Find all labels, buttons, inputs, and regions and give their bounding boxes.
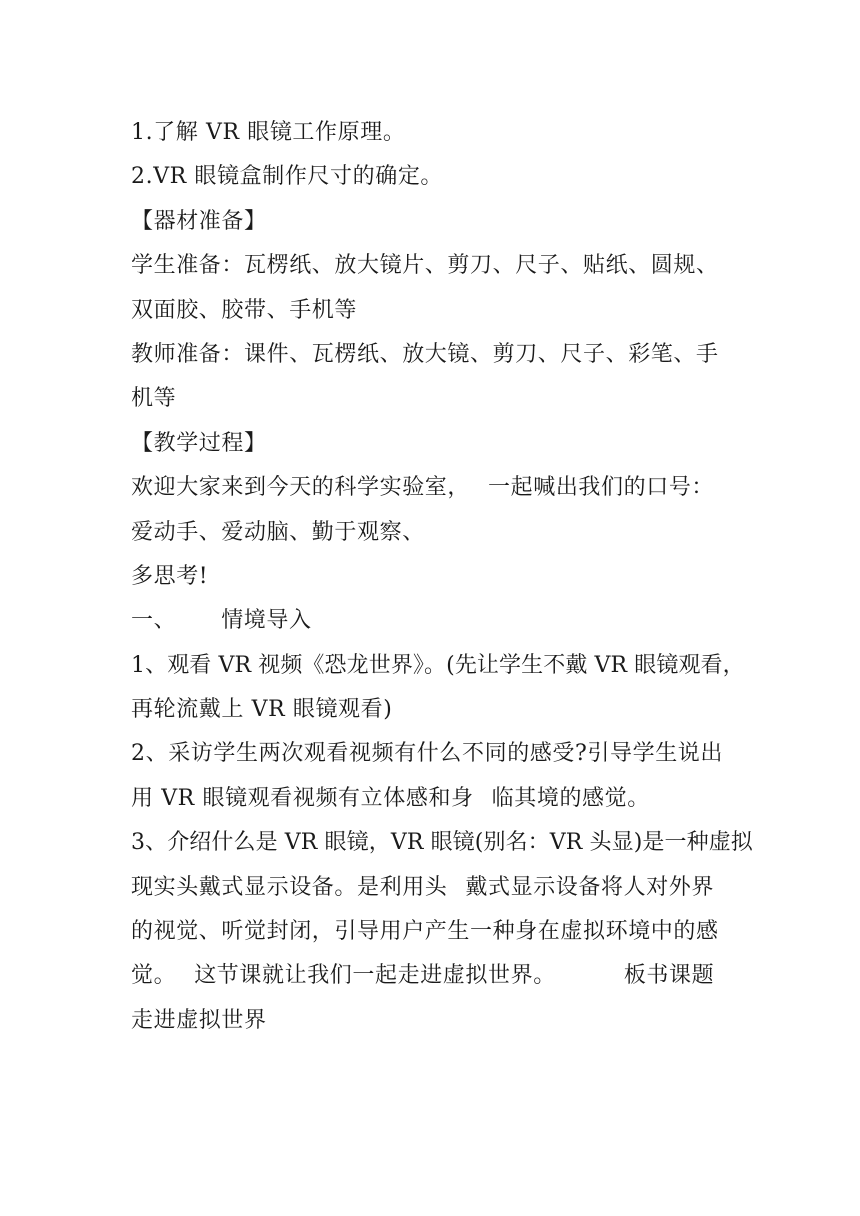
- teacher-materials-line-2: 机等: [131, 386, 177, 412]
- board-title-line: 走进虚拟世界: [131, 1007, 267, 1033]
- goal-line-1: 1.了解 VR 眼镜工作原理。: [131, 120, 406, 145]
- teacher-materials-line-1: 教师准备：课件、瓦楞纸、放大镜、剪刀、尺子、彩笔、手: [131, 341, 719, 367]
- step-3-line-3: 的视觉、听觉封闭，引导用户产生一种身在虚拟环境中的感: [131, 919, 719, 945]
- step-3-text-b: 戴式显示设备将人对外界: [465, 874, 715, 900]
- student-materials-line-1: 学生准备：瓦楞纸、放大镜片、剪刀、尺子、贴纸、圆规、: [131, 253, 719, 279]
- step-2-text-a: 用 VR 眼镜观看视频有立体感和身: [131, 785, 474, 811]
- section-heading-intro: [131, 599, 741, 643]
- section-heading-materials: 【器材准备】: [131, 208, 267, 234]
- step-3-text-c: 觉。: [131, 963, 177, 989]
- step-3-text-d: 这节课就让我们一起走进虚拟世界。: [194, 963, 556, 989]
- step-1-line-2: 再轮流戴上 VR 眼镜观看): [131, 697, 393, 723]
- section-title: 情境导入: [221, 608, 312, 634]
- step-2-line-2: [131, 777, 741, 821]
- welcome-text: 欢迎大家来到今天的科学实验室，: [131, 475, 471, 501]
- step-3-line-1: 3、介绍什么是 VR 眼镜，VR 眼镜(别名：VR 头显)是一种虚拟: [131, 830, 753, 856]
- welcome-line: [131, 466, 741, 510]
- section-number: 一、: [131, 608, 177, 634]
- section-heading-process: 【教学过程】: [131, 430, 267, 456]
- board-title-label: 板书课题: [623, 963, 715, 989]
- slogan-line-1: 爱动手、爱动脑、勤于观察、: [131, 519, 425, 545]
- student-materials-line-2: 双面胶、胶带、手机等: [131, 297, 358, 323]
- goal-line-2: 2.VR 眼镜盒制作尺寸的确定。: [131, 164, 444, 190]
- document-body: [131, 111, 753, 1043]
- slogan-intro-text: 一起喊出我们的口号：: [488, 475, 715, 501]
- step-2-text-b: 临其境的感觉。: [491, 785, 650, 811]
- step-2-line-1: 2、采访学生两次观看视频有什么不同的感受?引导学生说出: [131, 741, 723, 767]
- step-3-text-a: 现实头戴式显示设备。是利用头: [131, 874, 448, 900]
- step-3-line-2: [131, 866, 741, 910]
- slogan-line-2: 多思考!: [131, 563, 209, 589]
- step-3-line-4: [131, 954, 741, 998]
- step-1-line-1: 1、观看 VR 视频《恐龙世界》。(先让学生不戴 VR 眼镜观看，: [131, 652, 745, 678]
